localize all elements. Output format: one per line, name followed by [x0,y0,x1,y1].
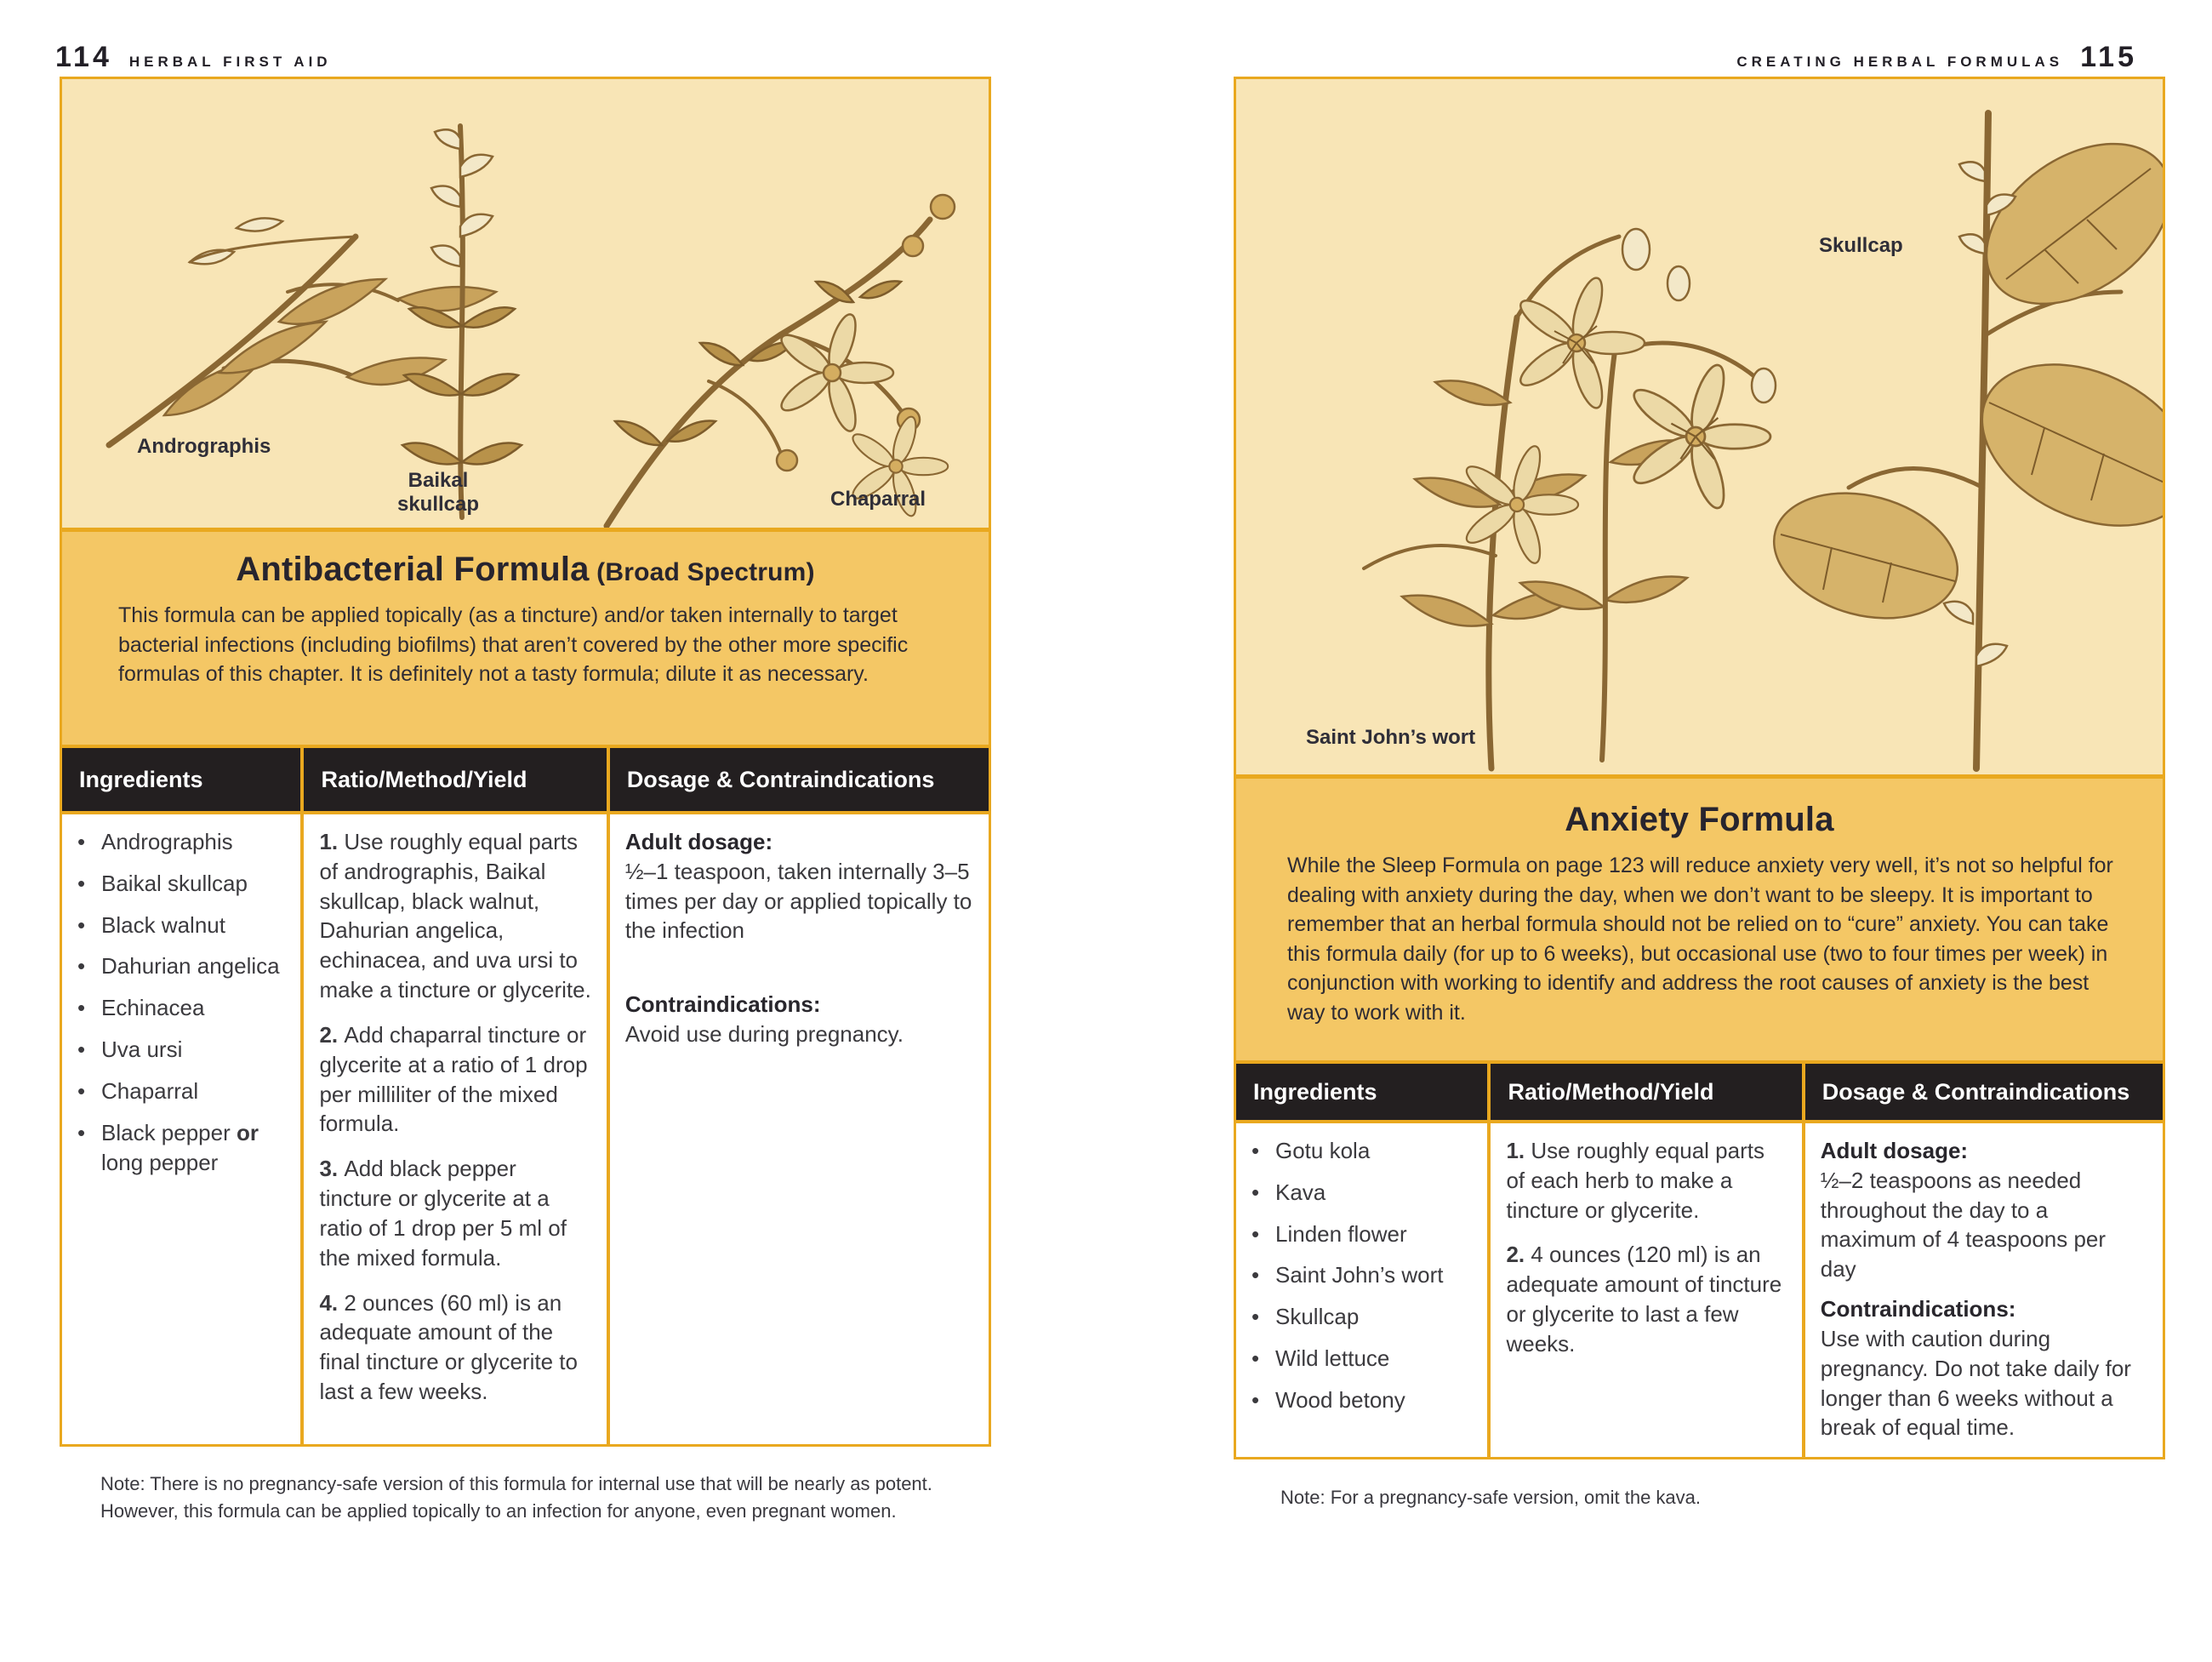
section-title: HERBAL FIRST AID [128,54,332,70]
dosage-label: Adult dosage: [624,829,773,854]
method-step: 2. 4 ounces (120 ml) is an adequate amount of tincture or glycerite to last a few weeks. [1506,1242,1782,1356]
formula-title [79,551,972,589]
column-header-ratio-method-yield: Ratio/Method/Yield [304,748,606,811]
ingredient-item [1251,1344,1472,1374]
bullet-glyph: • [1251,1304,1260,1330]
method-cell [304,814,606,1444]
footnote: Note: There is no pregnancy-safe version of this formula for internal use that will be nearly as potent. However, this formula can be applied topically to an infection for anyone, even pregnant women. [100,1473,932,1522]
baikal-skullcap-plant-illustration [402,126,522,517]
ingredients-cell [1236,1123,1487,1457]
page-115 [1106,0,2212,1662]
formula-title-main: Antibacterial Formula [236,551,590,588]
ingredient-item [77,1077,285,1106]
ingredient-text: Uva ursi [101,1037,183,1063]
ingredient-text: Saint John’s wort [1275,1262,1444,1288]
ingredient-text: Baikal skullcap [101,870,248,896]
step-number: 3. [319,1156,345,1182]
ingredient-item [1251,1302,1472,1332]
ingredient-text: Kava [1275,1179,1326,1205]
column-header-ingredients: Ingredients [1236,1064,1487,1120]
step-number: 2. [1506,1242,1531,1268]
dosage-text: ½–1 teaspoon, taken internally 3–5 times per day or applied topically to the infection [624,858,972,944]
ingredient-text: Wild lettuce [1275,1345,1390,1372]
bullet-glyph: • [77,1037,86,1063]
ingredient-item [77,1118,285,1178]
section-title: CREATING HERBAL FORMULAS [1736,54,2064,70]
plant-label-andrographis: Andrographis [137,435,271,458]
ingredient-text: Skullcap [1275,1304,1360,1330]
dosage-label: Adult dosage: [1820,1138,1969,1163]
bullet-glyph: • [77,995,86,1021]
method-step: 1. Use roughly equal parts of each herb to make a tincture or glycerite. [1506,1138,1764,1223]
plant-label-baikal-skullcap: Baikal skullcap [396,469,480,516]
plant-label-saint-johns-wort: Saint John’s wort [1306,726,1476,749]
bullet-glyph: • [77,911,86,938]
antibacterial-formula-title-band [62,528,989,745]
bullet-glyph: • [77,829,86,854]
page-number: 115 [2080,41,2137,73]
ingredient-item [1251,1219,1472,1249]
bullet-glyph: • [77,1077,86,1104]
ingredient-text: Black pepper or long pepper [101,1119,259,1175]
ingredient-text: Wood betony [1275,1386,1405,1413]
ingredient-text: Andrographis [101,829,233,854]
bullet-glyph: • [1251,1386,1260,1413]
bullet-glyph: • [1251,1220,1260,1247]
botanical-illustration-panel [1236,79,2163,774]
column-header-dosage-contraindications: Dosage & Contraindications [610,748,989,811]
botanical-plants-illustration [62,79,989,528]
ingredient-item [77,951,285,981]
dosage-block [625,827,973,945]
plant-label-chaparral: Chaparral [830,488,926,511]
botanical-plants-illustration [1236,79,2163,774]
ingredient-item [1251,1260,1472,1290]
dosage-cell [1805,1123,2163,1457]
anxiety-formula-box [1234,77,2165,1459]
bullet-glyph: • [1251,1345,1260,1372]
dosage-text: ½–2 teaspoons as needed throughout the day to a maximum of 4 teaspoons per day [1820,1167,2107,1282]
method-step: 4. 2 ounces (60 ml) is an adequate amount of the final tincture or glycerite to last a few weeks. [319,1289,578,1405]
column-header-dosage-contraindications: Dosage & Contraindications [1805,1064,2163,1120]
bullet-glyph: • [77,953,86,979]
step-number: 1. [319,829,345,854]
method-step: 2. Add chaparral tincture or glycerite at a ratio of 1 drop per milliliter of the mixed formula. [319,1021,588,1137]
ingredient-item [77,827,285,857]
method-cell [1491,1123,1801,1457]
ingredient-item [77,911,285,940]
column-header-ratio-method-yield: Ratio/Method/Yield [1491,1064,1801,1120]
dosage-text: Use with caution during pregnancy. Do not take daily for longer than 6 weeks without a break of equal time. [1820,1325,2131,1441]
page-number: 114 [55,41,112,73]
ingredient-text: Gotu kola [1275,1138,1371,1163]
ingredient-text: Dahurian angelica [101,953,280,979]
dosage-block [625,990,973,1049]
method-step: 1. Use roughly equal parts of andrographis, Baikal skullcap, black walnut, Dahurian angelica, echinacea, and uva ursi to make a tincture or glycerite. [319,829,591,1003]
running-head-right [1736,41,2137,74]
plant-label-skullcap: Skullcap [1819,234,1903,257]
ingredient-text: Echinacea [101,995,205,1021]
anxiety-formula-table [1236,1060,2163,1457]
ingredient-text: Linden flower [1275,1220,1407,1247]
formula-description: While the Sleep Formula on page 123 will reduce anxiety very well, it’s not so helpful for dealing with anxiety during the day, when we don’t want to be sleepy. It is important to remember that an herbal formula should not be relied on to “cure” anxiety. You can take this formula daily (for up to 6 weeks), but occasional use (two to four times per week) in conjunction with working to identify and address the root causes of anxiety is the best way to work with it. [1287,854,2113,1025]
skullcap-plant-illustration [1760,111,2163,768]
formula-title: Anxiety Formula [1565,801,1834,838]
formula-description: This formula can be applied topically (as a tincture) and/or taken internally to target bacterial infections (including biofilms) that aren’t covered by the other more specific formulas of this chapter. It is definitely not a tasty formula; dilute it as necessary. [118,603,909,686]
saint-johns-wort-plant-illustration [1364,229,1776,768]
bullet-glyph: • [1251,1138,1260,1163]
step-number: 2. [319,1021,345,1048]
ingredient-item [1251,1385,1472,1415]
bullet-glyph: • [1251,1262,1260,1288]
ingredient-item [1251,1136,1472,1166]
ingredient-item [1251,1178,1472,1208]
botanical-illustration-panel [62,79,989,528]
ingredient-item [77,1035,285,1065]
antibacterial-formula-table [62,745,989,1444]
running-head-left [55,41,332,74]
method-step: 3. Add black pepper tincture or glycerite at a ratio of 1 drop per 5 ml of the mixed formula. [319,1156,567,1271]
bullet-glyph: • [77,870,86,896]
footnote: Note: For a pregnancy-safe version, omit the kava. [1280,1487,1702,1508]
antibacterial-formula-box [60,77,991,1447]
chaparral-plant-illustration [607,195,955,526]
dosage-block [1821,1294,2147,1442]
bullet-glyph: • [77,1119,86,1145]
step-number: 4. [319,1289,345,1316]
bullet-glyph: • [1251,1179,1260,1205]
formula-title-sub: (Broad Spectrum) [589,558,815,586]
dosage-label: Contraindications: [624,991,821,1018]
ingredient-item [77,869,285,899]
dosage-cell [610,814,989,1444]
ingredient-text: Chaparral [101,1077,199,1104]
anxiety-formula-title-band [1236,774,2163,1060]
ingredient-text: Black walnut [101,911,225,938]
ingredients-cell [62,814,300,1444]
column-header-ingredients: Ingredients [62,748,300,811]
dosage-label: Contraindications: [1820,1296,2016,1322]
dosage-text: Avoid use during pregnancy. [624,1021,904,1048]
dosage-block [1821,1136,2147,1284]
step-number: 1. [1506,1138,1531,1163]
ingredient-item [77,993,285,1023]
